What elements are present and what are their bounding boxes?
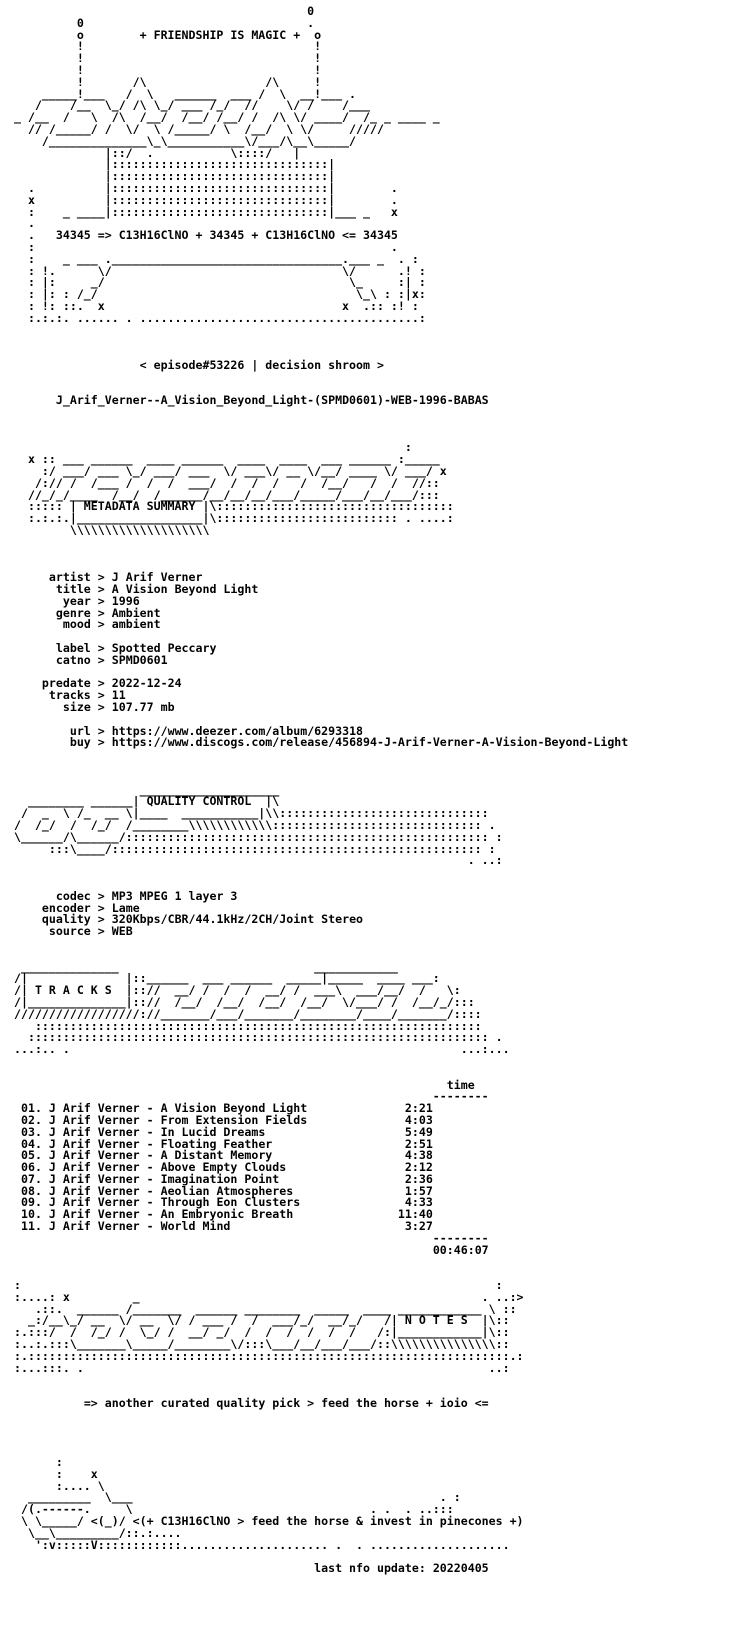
quality-value: MP3 MPEG 1 layer 3 (111, 888, 238, 903)
metadata-key: catno (55, 652, 91, 667)
metadata-key: predate (41, 676, 91, 691)
track-time: 4:38 (376, 1148, 433, 1163)
quality-row: quality > 320Kbps/CBR/44.1kHz/2CH/Joint Stereo (41, 912, 364, 927)
track-number: 10. (20, 1207, 42, 1222)
total-rule: -------- (14, 1230, 489, 1245)
nfo-document (14, 6, 628, 1575)
quality-key: codec (55, 888, 91, 903)
track-time: 11:40 (376, 1207, 433, 1222)
episode-text: < episode#53226 | decision shroom > (139, 357, 384, 372)
track-time: 2:12 (376, 1160, 433, 1175)
metadata-row: title > A Vision Beyond Light (55, 582, 259, 597)
metadata-value: ambient (111, 617, 161, 632)
track-number: 11. (20, 1219, 42, 1234)
total-time: 00:46:07 (432, 1242, 489, 1257)
track-time: 1:57 (376, 1183, 433, 1198)
track-name: J Arif Verner - A Vision Beyond Light (48, 1101, 377, 1116)
track-name: J Arif Verner - A Distant Memory (48, 1148, 377, 1163)
track-number: 06. (20, 1160, 42, 1175)
metadata-key: year (62, 593, 91, 608)
quality-row: codec > MP3 MPEG 1 layer 3 (55, 888, 238, 903)
metadata-row: genre > Ambient (55, 605, 161, 620)
track-number: 07. (20, 1171, 42, 1186)
metadata-row: year > 1996 (62, 593, 140, 608)
quality-key: source (48, 924, 91, 939)
metadata-row: buy > https://www.discogs.com/release/456894-J-Arif-Verner-A-Vision-Beyond-Light (69, 735, 629, 750)
quality-key: encoder (41, 900, 91, 915)
quality-row: encoder > Lame (41, 900, 140, 915)
deezer-url-link[interactable]: https://www.deezer.com/album/6293318 (111, 723, 364, 738)
time-header-rule: -------- (14, 1089, 489, 1104)
track-name: J Arif Verner - Aeolian Atmospheres (48, 1183, 377, 1198)
quality-value: 320Kbps/CBR/44.1kHz/2CH/Joint Stereo (111, 912, 364, 927)
metadata-value: A Vision Beyond Light (111, 582, 259, 597)
metadata-key: artist (48, 570, 91, 585)
time-header: time (446, 1077, 475, 1092)
metadata-row: catno > SPMD0601 (55, 652, 168, 667)
episode-line (14, 357, 628, 372)
metadata-key: label (55, 641, 91, 656)
release-name: J_Arif_Verner--A_Vision_Beyond_Light-(SPMD0601)-WEB-1996-BABAS (55, 393, 489, 408)
notes-text: => another curated quality pick > feed the horse + ioio <= (83, 1396, 489, 1411)
metadata-summary-header-art: : x :: ___ ______ ____ ______ ____ ____ ___ ______ :_____ :/ ___/ ___ \_/ ___/ ___ \/ ___\/ __ \/__/ ____ \/ ___/ x /:// / /___ / / / ___/ / / / / /__/ / / //:: //_/_/____ /__/ /______/__/__/__/___/_____/___/__/___/::: ::::: | METADATA SUMMARY |\:::::::::::::::::::::::::::::::::: :.:.:.|__________________|\:::::::::::::::::::::::::: . ....: \\\\\\\\\\\\\\\\\\\\ (27, 440, 454, 538)
track-number: 03. (20, 1124, 42, 1139)
metadata-row: artist > J Arif Verner (48, 570, 203, 585)
metadata-row: tracks > 11 (48, 688, 126, 703)
track-number: 09. (20, 1195, 42, 1210)
quality-value: WEB (111, 924, 133, 939)
metadata-summary-list (14, 560, 628, 749)
metadata-row: size > 107.77 mb (62, 700, 175, 715)
track-name: J Arif Verner - Imagination Point (48, 1171, 377, 1186)
metadata-value: 11 (111, 688, 126, 703)
track-time: 2:51 (376, 1136, 433, 1151)
quality-row: source > WEB (48, 924, 133, 939)
track-name: J Arif Verner - Floating Feather (48, 1136, 377, 1151)
track-time: 2:36 (376, 1171, 433, 1186)
metadata-value: 2022-12-24 (111, 676, 182, 691)
discogs-buy-link[interactable]: https://www.discogs.com/release/456894-J-Arif-Verner-A-Vision-Beyond-Light (111, 735, 629, 750)
metadata-value: Spotted Peccary (111, 641, 217, 656)
track-number: 08. (20, 1183, 42, 1198)
track-number: 02. (20, 1112, 42, 1127)
metadata-key: tracks (48, 688, 91, 703)
track-time: 4:33 (376, 1195, 433, 1210)
pinecone-footer-art: : : x :.... \ _________ \___ . : /(.------. \ . . . ..::: \ \_____/ <(_)/ <(+ C13H16ClNO > feed the horse & invest in pinecones +) \__\_________/::.:.... ':v:::::V::::::::::::..................... . . .................... (20, 1455, 524, 1552)
last-update: last nfo update: 20220405 (314, 1561, 489, 1576)
track-time: 5:49 (376, 1124, 433, 1139)
metadata-row: mood > ambient (62, 617, 161, 632)
metadata-value: 1996 (111, 593, 140, 608)
metadata-key: size (62, 700, 91, 715)
track-time: 4:03 (376, 1112, 433, 1127)
release-name-line (14, 395, 628, 407)
track-name: J Arif Verner - Through Eon Clusters (48, 1195, 377, 1210)
friendship-banner-art: 0 0 . o + FRIENDSHIP IS MAGIC + o ! ! ! ! ! ! ! /\ /\ ! _____!___ / \ ______ ___ / \ __!___ . / /__ \_/ /\ \_/ ___ /_/ // \/ / /___ _ /__ / \ /\ /__/ /__/ /__/ / /\ \/ ____/ /_ _ ____ _ // /_____/ / \/ \ /_____/ \ /__/ \ \/ ///// /______________\_\___________\/___/\__\_____/ |::/ . \::::/ | |:::::::::::::::::::::::::::::::| |:::::::::::::::::::::::::::::::| . |:::::::::::::::::::::::::::::::| . x |:::::::::::::::::::::::::::::::| . : _ ____|:::::::::::::::::::::::::::::::|___ _ x . . 34345 => C13H16ClNO + 34345 + C13H16ClNO <= 34345 : . : _ ___ ._________________________________.___ _ . : : !. \/ \/ .! : : |: _/ \_ :| : : |: : /_/ \_\ : :|x: : !: ::. x x .:: :! : :.:.:. ...... . ........................................: (14, 4, 440, 325)
metadata-row: predate > 2022-12-24 (41, 676, 182, 691)
quality-value: Lame (111, 900, 140, 915)
notes-header-art: : : :....: x _ . ..:> .::. ______ /_______ ______ ________ _____ ____ ____________ \ :: _:/__\_/ __ \/ __ \/ / ___ / / ___/_/ __/_/ /| N O T E S |\:: :.:::/ / /_/ / \_/ / __/ _/ / / / / / / /:|____________|\:: :..:.:::\_______\_____/________\/:::\___/__/___/___/::\\\\\\\\\\\\\\\:: :.:::::::::::::::::::::::::::::::::::::::::::::::::::::::::::::::::::::.: :...:::. . ..: (14, 1278, 524, 1375)
track-number: 05. (20, 1148, 42, 1163)
track-time: 3:27 (376, 1219, 433, 1234)
track-number: 04. (20, 1136, 42, 1151)
metadata-key: genre (55, 605, 91, 620)
metadata-key: buy (69, 735, 91, 750)
track-name: J Arif Verner - In Lucid Dreams (48, 1124, 377, 1139)
metadata-row: label > Spotted Peccary (55, 641, 217, 656)
track-name: J Arif Verner - From Extension Fields (48, 1112, 377, 1127)
metadata-value: SPMD0601 (111, 652, 168, 667)
metadata-value: 107.77 mb (111, 700, 175, 715)
last-update-line (14, 1563, 628, 1575)
metadata-value: J Arif Verner (111, 570, 203, 585)
tracks-header-art: ______________ ____________ /| |::______ ___ ______ _____|_____ ____ ___: /| T R A C K S |::// __/ / / / __/ / ___\ ___/__/ / \: /|______________|::// /__/ /__/ /__/ /__/ \/___/ / /__/_/::: //////////////////://_______/___/_______/________/____/_______/:::: :::::::::::::::::::::::::::::::::::::::::::::::::::::::::::::::: :::::::::::::::::::::::::::::::::::::::::::::::::::::::::::::::::: . ...:.. . ...:... (14, 959, 510, 1057)
tracklist (14, 1103, 628, 1233)
quality-control-list (14, 888, 628, 939)
track-name: J Arif Verner - World Mind (48, 1219, 377, 1234)
metadata-key: url (69, 723, 91, 738)
notes-line (14, 1398, 628, 1410)
track-name: J Arif Verner - An Embryonic Breath (48, 1207, 377, 1222)
quality-key: quality (41, 912, 91, 927)
quality-control-header-art: ____________________ ________ ______| QUALITY CONTROL |\ / _ \ /_ __ \|____ ___________|\\:::::::::::::::::::::::::::::: / /_/ / /_/ /________\\\\\\\\\\\\:::::::::::::::::::::::::::::: . \______/\______/:::::::::::::::::::::::::::::::::::::::::::::::::::: : :::\____/::::::::::::::::::::::::::::::::::::::::::::::::::::: : . ..: (14, 782, 503, 868)
track-name: J Arif Verner - Above Empty Clouds (48, 1160, 377, 1175)
metadata-key: mood (62, 617, 91, 632)
track-number: 01. (20, 1101, 42, 1116)
metadata-value: Ambient (111, 605, 161, 620)
metadata-row: url > https://www.deezer.com/album/6293318 (69, 723, 364, 738)
track-time: 2:21 (376, 1101, 433, 1116)
metadata-key: title (55, 582, 91, 597)
total-time-line (14, 1242, 628, 1257)
